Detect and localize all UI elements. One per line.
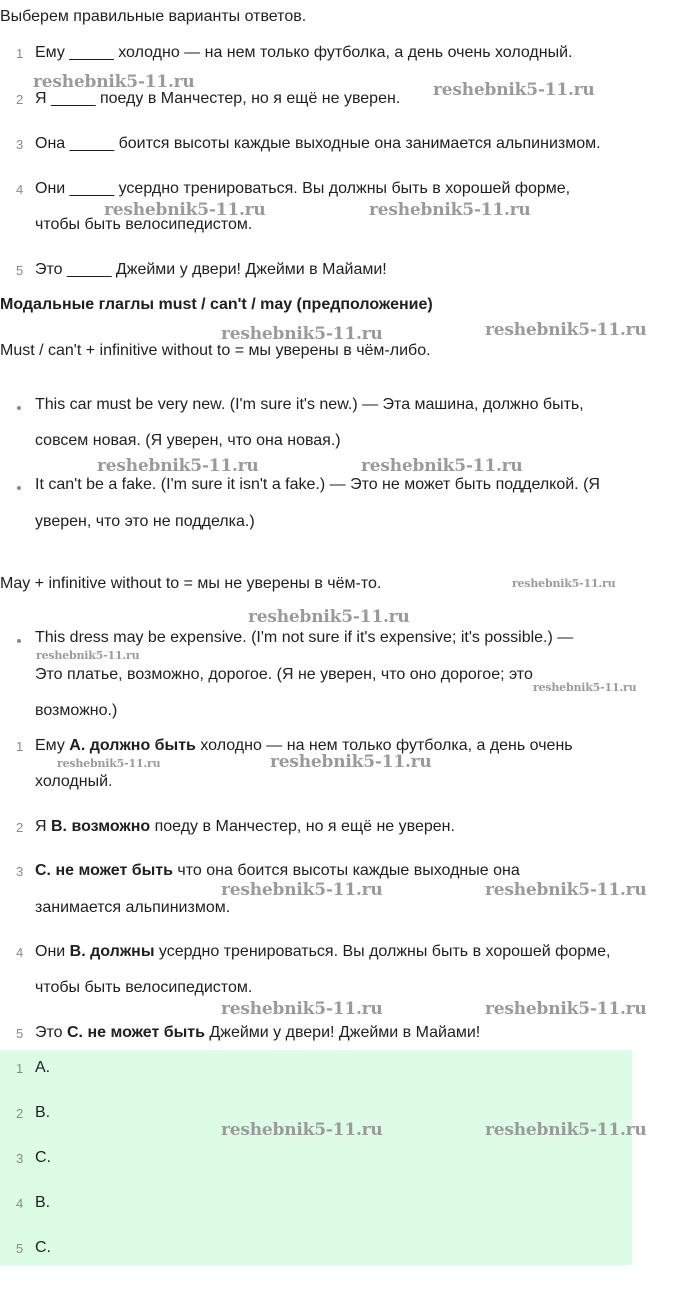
watermark: reshebnik5-11.ru (104, 200, 266, 220)
short-answer: С. (35, 1239, 51, 1256)
answer-line: Они В. должны усердно тренироваться. Вы должны быть в хорошей форме, (35, 943, 611, 960)
watermark: reshebnik5-11.ru (221, 999, 383, 1019)
list-number: 5 (16, 1241, 24, 1256)
short-answer: А. (35, 1059, 51, 1076)
intro-text: Выберем правильные варианты ответов. (0, 8, 307, 25)
answer-line: холодный. (35, 773, 113, 790)
example-text: It can't be a fake. (I'm sure it isn't a fake.) — Это не может быть подделкой. (Я (35, 476, 600, 493)
watermark: reshebnik5-11.ru (433, 80, 595, 100)
answer-box (0, 1050, 632, 1265)
watermark: reshebnik5-11.ru (369, 200, 531, 220)
answer-line: С. не может быть что она боится высоты каждые выходные она (35, 862, 520, 879)
list-number: 1 (16, 46, 24, 61)
answer-line: Я В. возможно поеду в Манчестер, но я ещё не уверен. (35, 818, 455, 835)
watermark: reshebnik5-11.ru (485, 1120, 647, 1140)
task-text: Ему _____ холодно — на нем только футболка, а день очень холодный. (35, 44, 573, 61)
watermark: reshebnik5-11.ru (33, 72, 195, 92)
watermark: reshebnik5-11.ru (270, 752, 432, 772)
list-number: 4 (16, 182, 24, 197)
list-number: 3 (16, 137, 24, 152)
task-text: Это _____ Джейми у двери! Джейми в Майами! (35, 261, 387, 278)
rule-may: May + infinitive without to = мы не уверены в чём-то. (0, 575, 382, 592)
section-title: Модальные глаглы must / can't / may (предположение) (0, 296, 433, 313)
example-text: This dress may be expensive. (I'm not sure if it's expensive; it's possible.) — (35, 629, 574, 646)
list-number: 4 (16, 1196, 24, 1211)
watermark: reshebnik5-11.ru (512, 577, 616, 590)
list-number: 1 (16, 1061, 24, 1076)
answer-highlight: С. не может быть (35, 862, 173, 879)
list-number: 5 (16, 1026, 24, 1041)
watermark: reshebnik5-11.ru (36, 649, 140, 662)
example-text: совсем новая. (Я уверен, что она новая.) (35, 432, 341, 449)
answer-highlight: А. должно быть (69, 737, 196, 754)
answer-highlight: В. возможно (51, 818, 151, 835)
task-text: Она _____ боится высоты каждые выходные она занимается альпинизмом. (35, 135, 601, 152)
example-text: уверен, что это не подделка.) (35, 513, 255, 530)
watermark: reshebnik5-11.ru (485, 880, 647, 900)
watermark: reshebnik5-11.ru (361, 456, 523, 476)
watermark: reshebnik5-11.ru (533, 681, 637, 694)
list-number: 2 (16, 820, 24, 835)
list-number: 3 (16, 864, 24, 879)
bullet (17, 406, 21, 410)
short-answer: В. (35, 1104, 51, 1121)
answer-line: Ему А. должно быть холодно — на нем только футболка, а день очень (35, 737, 573, 754)
task-text: чтобы быть велосипедистом. (35, 216, 253, 233)
watermark: reshebnik5-11.ru (485, 999, 647, 1019)
watermark: reshebnik5-11.ru (221, 880, 383, 900)
answer-highlight: В. должны (69, 943, 155, 960)
list-number: 1 (16, 739, 24, 754)
example-text: возможно.) (35, 702, 118, 719)
task-text: Они _____ усердно тренироваться. Вы должны быть в хорошей форме, (35, 180, 571, 197)
watermark: reshebnik5-11.ru (485, 320, 647, 340)
watermark: reshebnik5-11.ru (221, 324, 383, 344)
watermark: reshebnik5-11.ru (57, 757, 161, 770)
answer-line: занимается альпинизмом. (35, 899, 231, 916)
example-text: Это платье, возможно, дорогое. (Я не уверен, что оно дорогое; это (35, 666, 533, 683)
task-text: Я _____ поеду в Манчестер, но я ещё не уверен. (35, 90, 401, 107)
list-number: 2 (16, 1106, 24, 1121)
answer-line: Это С. не может быть Джейми у двери! Джейми в Майами! (35, 1024, 481, 1041)
list-number: 3 (16, 1151, 24, 1166)
watermark: reshebnik5-11.ru (97, 456, 259, 476)
rule-must: Must / can't + infinitive without to = мы уверены в чём-либо. (0, 342, 431, 359)
list-number: 5 (16, 263, 24, 278)
short-answer: В. (35, 1194, 51, 1211)
example-text: This car must be very new. (I'm sure it's new.) — Эта машина, должно быть, (35, 396, 584, 413)
list-number: 4 (16, 945, 24, 960)
watermark: reshebnik5-11.ru (248, 607, 410, 627)
bullet (17, 639, 21, 643)
watermark: reshebnik5-11.ru (221, 1120, 383, 1140)
short-answer: С. (35, 1149, 51, 1166)
answer-line: чтобы быть велосипедистом. (35, 979, 253, 996)
list-number: 2 (16, 92, 24, 107)
bullet (17, 486, 21, 490)
answer-highlight: С. не может быть (67, 1024, 205, 1041)
